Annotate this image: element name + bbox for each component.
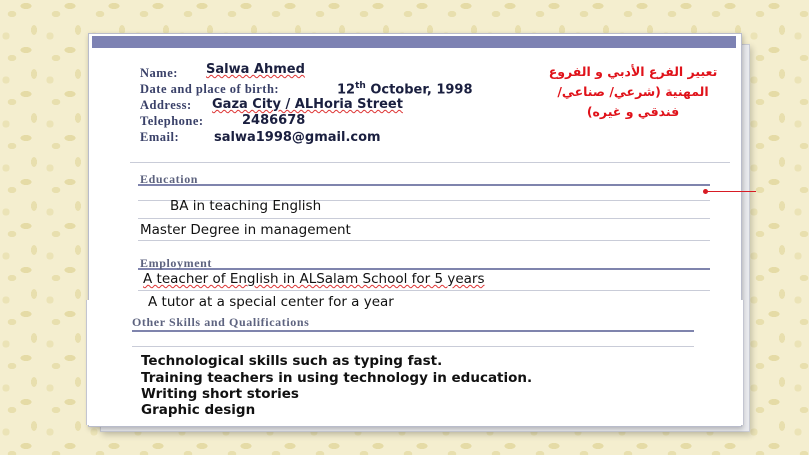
arabic-note-line-1: تعبير الفرع الأدبي و الفروع xyxy=(548,64,718,79)
name-label: Name: xyxy=(140,66,178,80)
section-divider xyxy=(138,268,710,270)
education-item: BA in teaching English xyxy=(170,198,322,214)
employment-heading: Employment xyxy=(140,256,212,270)
skills-heading: Other Skills and Qualifications xyxy=(132,315,310,329)
name-value: Salwa Ahmed xyxy=(206,62,305,77)
skill-item: Writing short stories xyxy=(141,386,299,402)
skill-item: Training teachers in using technology in education. xyxy=(141,370,533,386)
arabic-note-line-3: فندقي و غيره) xyxy=(586,104,680,119)
ruled-line xyxy=(138,240,710,241)
annotation-pointer-dot xyxy=(703,189,708,194)
skill-item: Technological skills such as typing fast. xyxy=(141,353,443,369)
paper-header-bar xyxy=(92,36,736,48)
dob-label: Date and place of birth: xyxy=(140,82,280,96)
ruled-line xyxy=(138,218,710,219)
ruled-line xyxy=(130,162,730,163)
email-value: salwa1998@gmail.com xyxy=(214,130,381,145)
address-value: Gaza City / ALHoria Street xyxy=(212,97,403,112)
arabic-note xyxy=(533,62,733,122)
employment-item: A teacher of English in ALSalam School for 5 years xyxy=(143,271,485,287)
ruled-line xyxy=(138,290,710,291)
arabic-note-line-2: المهنية (شرعي/ صناعي/ xyxy=(557,84,709,99)
telephone-value: 2486678 xyxy=(242,113,306,128)
address-label: Address: xyxy=(140,98,192,112)
annotation-pointer-line xyxy=(706,191,756,192)
section-divider xyxy=(138,184,710,186)
skill-item: Graphic design xyxy=(141,402,256,418)
education-heading: Education xyxy=(140,172,199,186)
telephone-label: Telephone: xyxy=(140,114,204,128)
section-divider xyxy=(132,330,694,332)
employment-item: A tutor at a special center for a year xyxy=(148,294,394,310)
email-label: Email: xyxy=(140,130,180,144)
ruled-line xyxy=(132,346,694,347)
education-item: Master Degree in management xyxy=(140,222,351,238)
dob-value: 12th October, 1998 xyxy=(337,81,473,98)
